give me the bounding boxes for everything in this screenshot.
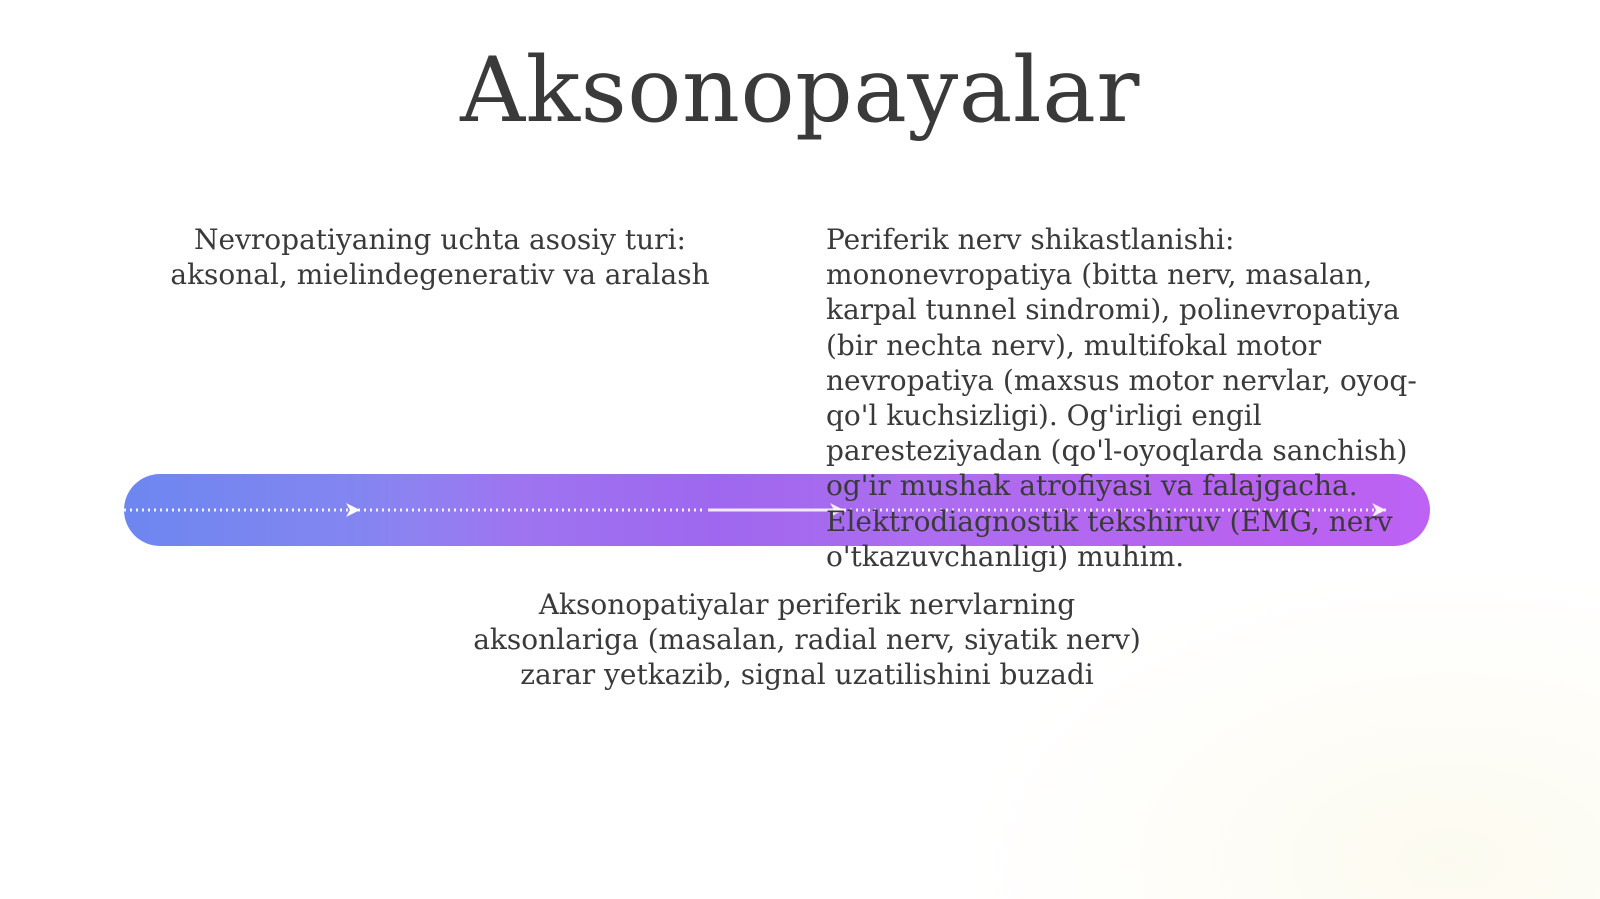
bottom-text-line: zarar yetkazib, signal uzatilishini buzadi — [520, 658, 1094, 692]
slide-title: Aksonopayalar — [460, 38, 1140, 143]
left-text-line: Nevropatiyaning uchta asosiy turi: — [194, 223, 686, 256]
right-text-line: Periferik nerv shikastlanishi: — [826, 223, 1235, 256]
right-text-line: qo'l kuchsizligi). Og'irligi engil — [826, 399, 1262, 433]
bottom-text-line: aksonlariga (masalan, radial nerv, siyatik nerv) — [473, 623, 1141, 657]
bottom-text-block — [430, 587, 1184, 693]
left-text-line: aksonal, mielindegenerativ va aralash — [170, 258, 710, 292]
right-text-line: mononevropatiya (bitta nerv, masalan, — [826, 258, 1373, 292]
right-text-block — [826, 222, 1446, 574]
right-text-line: karpal tunnel sindromi), polinevropatiya — [826, 293, 1400, 327]
right-text-line: og'ir mushak atrofiyasi va falajgacha. — [826, 469, 1358, 503]
right-text-line: paresteziyadan (qo'l-oyoqlarda sanchish) — [826, 434, 1408, 468]
right-text-line: Elektrodiagnostik tekshiruv (EMG, nerv — [826, 504, 1393, 538]
right-text-line: o'tkazuvchanligi) muhim. — [826, 539, 1185, 573]
right-text-line: (bir nechta nerv), multifokal motor — [826, 328, 1322, 362]
right-text-line: nevropatiya (maxsus motor nervlar, oyoq- — [826, 363, 1417, 397]
bottom-text-line: Aksonopatiyalar periferik nervlarning — [538, 588, 1076, 621]
left-text-block — [140, 222, 740, 292]
